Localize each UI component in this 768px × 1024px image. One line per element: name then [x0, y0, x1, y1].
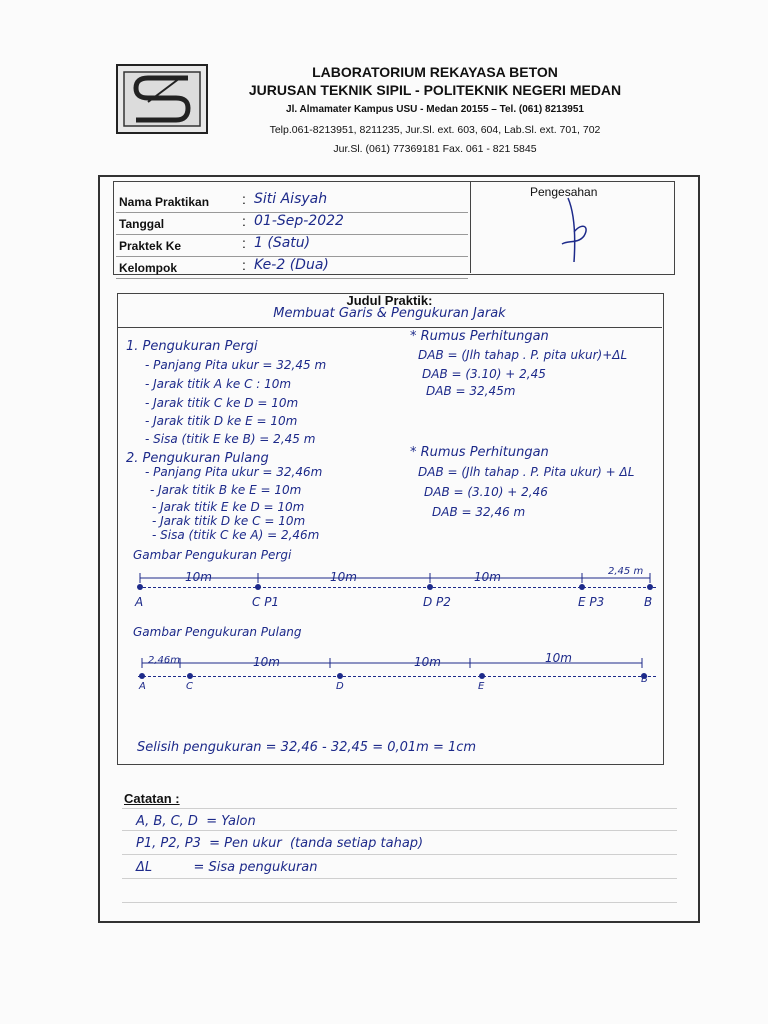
tanggal-value: 01-Sep-2022 — [254, 213, 344, 229]
lab-logo — [116, 64, 208, 134]
point-b — [647, 584, 653, 590]
info-row-tanggal — [116, 212, 468, 235]
pulang-point-c: C — [186, 681, 193, 692]
point-a — [137, 584, 143, 590]
judul-label: Judul Praktik: — [346, 293, 433, 308]
point-c — [255, 584, 261, 590]
pulang-line: - Panjang Pita ukur = 32,46m — [145, 465, 323, 479]
header-fax: Jur.Sl. (061) 77369181 Fax. 061 - 821 5845 — [333, 143, 537, 155]
nama-colon: : — [242, 191, 246, 207]
rumus2-line: DAB = 32,46 m — [432, 505, 526, 519]
pergi-seg-1: 10m — [185, 570, 212, 584]
pulang-seg-3: 10m — [414, 655, 441, 669]
rumus2-line: DAB = (Jlh tahap . P. Pita ukur) + ΔL — [418, 465, 635, 479]
catatan-line: ΔL = Sisa pengukuran — [136, 860, 318, 875]
pergi-point-a: A — [135, 595, 144, 609]
note-rule — [122, 878, 677, 879]
pergi-heading: 1. Pengukuran Pergi — [126, 339, 258, 354]
pulang-point-e: E — [478, 681, 485, 692]
point-d — [427, 584, 433, 590]
nama-label: Nama Praktikan — [119, 195, 210, 209]
point-d — [337, 673, 343, 679]
pergi-point-d: D P2 — [423, 595, 451, 609]
pulang-heading: 2. Pengukuran Pulang — [126, 451, 269, 466]
point-e — [579, 584, 585, 590]
rumus1-heading: * Rumus Perhitungan — [410, 329, 549, 344]
pergi-line: - Jarak titik D ke E = 10m — [145, 414, 298, 428]
pergi-seg-3: 10m — [474, 570, 501, 584]
gambar-pergi-heading: Gambar Pengukuran Pergi — [133, 548, 292, 562]
title-separator — [117, 327, 662, 328]
point-e — [479, 673, 485, 679]
header-address: Jl. Almamater Kampus USU - Medan 20155 – Tel. (061) 8213951 — [286, 104, 584, 115]
signature-divider — [470, 181, 471, 273]
info-row-praktek — [116, 234, 468, 257]
selisih-pengukuran: Selisih pengukuran = 32,46 - 32,45 = 0,01m = 1cm — [137, 740, 477, 755]
note-rule — [122, 808, 677, 809]
judul-value: Membuat Garis & Pengukuran Jarak — [273, 306, 506, 321]
tanggal-colon: : — [242, 213, 246, 229]
pulang-point-d: D — [336, 681, 344, 692]
pengesahan-label: Pengesahan — [530, 185, 598, 199]
point-c — [187, 673, 193, 679]
pulang-seg-2: 10m — [253, 655, 280, 669]
kelompok-colon: : — [242, 257, 246, 273]
praktek-value: 1 (Satu) — [254, 235, 311, 251]
pergi-seg-2: 10m — [330, 570, 357, 584]
pulang-seg-4: 10m — [545, 651, 572, 665]
note-rule — [122, 830, 677, 831]
catatan-line: A, B, C, D = Yalon — [136, 814, 256, 829]
tanggal-label: Tanggal — [119, 217, 165, 231]
pulang-line: - Sisa (titik C ke A) = 2,46m — [152, 528, 320, 542]
note-rule — [122, 854, 677, 855]
header-department: JURUSAN TEKNIK SIPIL - POLITEKNIK NEGERI MEDAN — [248, 82, 622, 98]
rumus1-line: DAB = 32,45m — [426, 384, 516, 398]
gambar-pulang-heading: Gambar Pengukuran Pulang — [133, 625, 302, 639]
signature-mark — [548, 192, 598, 270]
rumus2-line: DAB = (3.10) + 2,46 — [424, 485, 548, 499]
header-phone: Telp.061-8213951, 8211235, Jur.Sl. ext. 603, 604, Lab.Sl. ext. 701, 702 — [269, 124, 601, 136]
info-row-kelompok — [116, 256, 468, 279]
praktek-colon: : — [242, 235, 246, 251]
pulang-diagram — [130, 655, 670, 695]
pergi-line: - Panjang Pita ukur = 32,45 m — [145, 358, 327, 372]
kelompok-label: Kelompok — [119, 261, 178, 275]
catatan-label: Catatan : — [124, 791, 180, 806]
point-a — [139, 673, 145, 679]
pergi-line: - Sisa (titik E ke B) = 2,45 m — [145, 432, 316, 446]
info-row-nama — [116, 190, 468, 213]
catatan-line: P1, P2, P3 = Pen ukur (tanda setiap tahap) — [136, 836, 424, 851]
pergi-point-e: E P3 — [578, 595, 605, 609]
pulang-point-b: B — [641, 674, 648, 685]
pergi-point-b: B — [644, 595, 653, 609]
nama-value: Siti Aisyah — [254, 191, 328, 207]
rumus1-line: DAB = (3.10) + 2,45 — [422, 367, 546, 381]
rumus2-heading: * Rumus Perhitungan — [410, 445, 549, 460]
pulang-seg-1: 2,46m — [148, 655, 181, 666]
praktek-label: Praktek Ke — [119, 239, 182, 253]
rumus1-line: DAB = (Jlh tahap . P. pita ukur)+ΔL — [418, 348, 628, 362]
pergi-seg-4: 2,45 m — [608, 566, 644, 577]
header-lab-name: LABORATORIUM REKAYASA BETON — [312, 64, 558, 80]
pergi-line: - Jarak titik C ke D = 10m — [145, 396, 299, 410]
pergi-line: - Jarak titik A ke C : 10m — [145, 377, 292, 391]
pulang-point-a: A — [139, 681, 146, 692]
pulang-line: - Jarak titik B ke E = 10m — [150, 483, 302, 497]
kelompok-value: Ke-2 (Dua) — [254, 257, 329, 273]
pulang-line: - Jarak titik E ke D = 10m — [152, 500, 305, 514]
pergi-point-c: C P1 — [252, 595, 280, 609]
note-rule — [122, 902, 677, 903]
pulang-line: - Jarak titik D ke C = 10m — [152, 514, 306, 528]
